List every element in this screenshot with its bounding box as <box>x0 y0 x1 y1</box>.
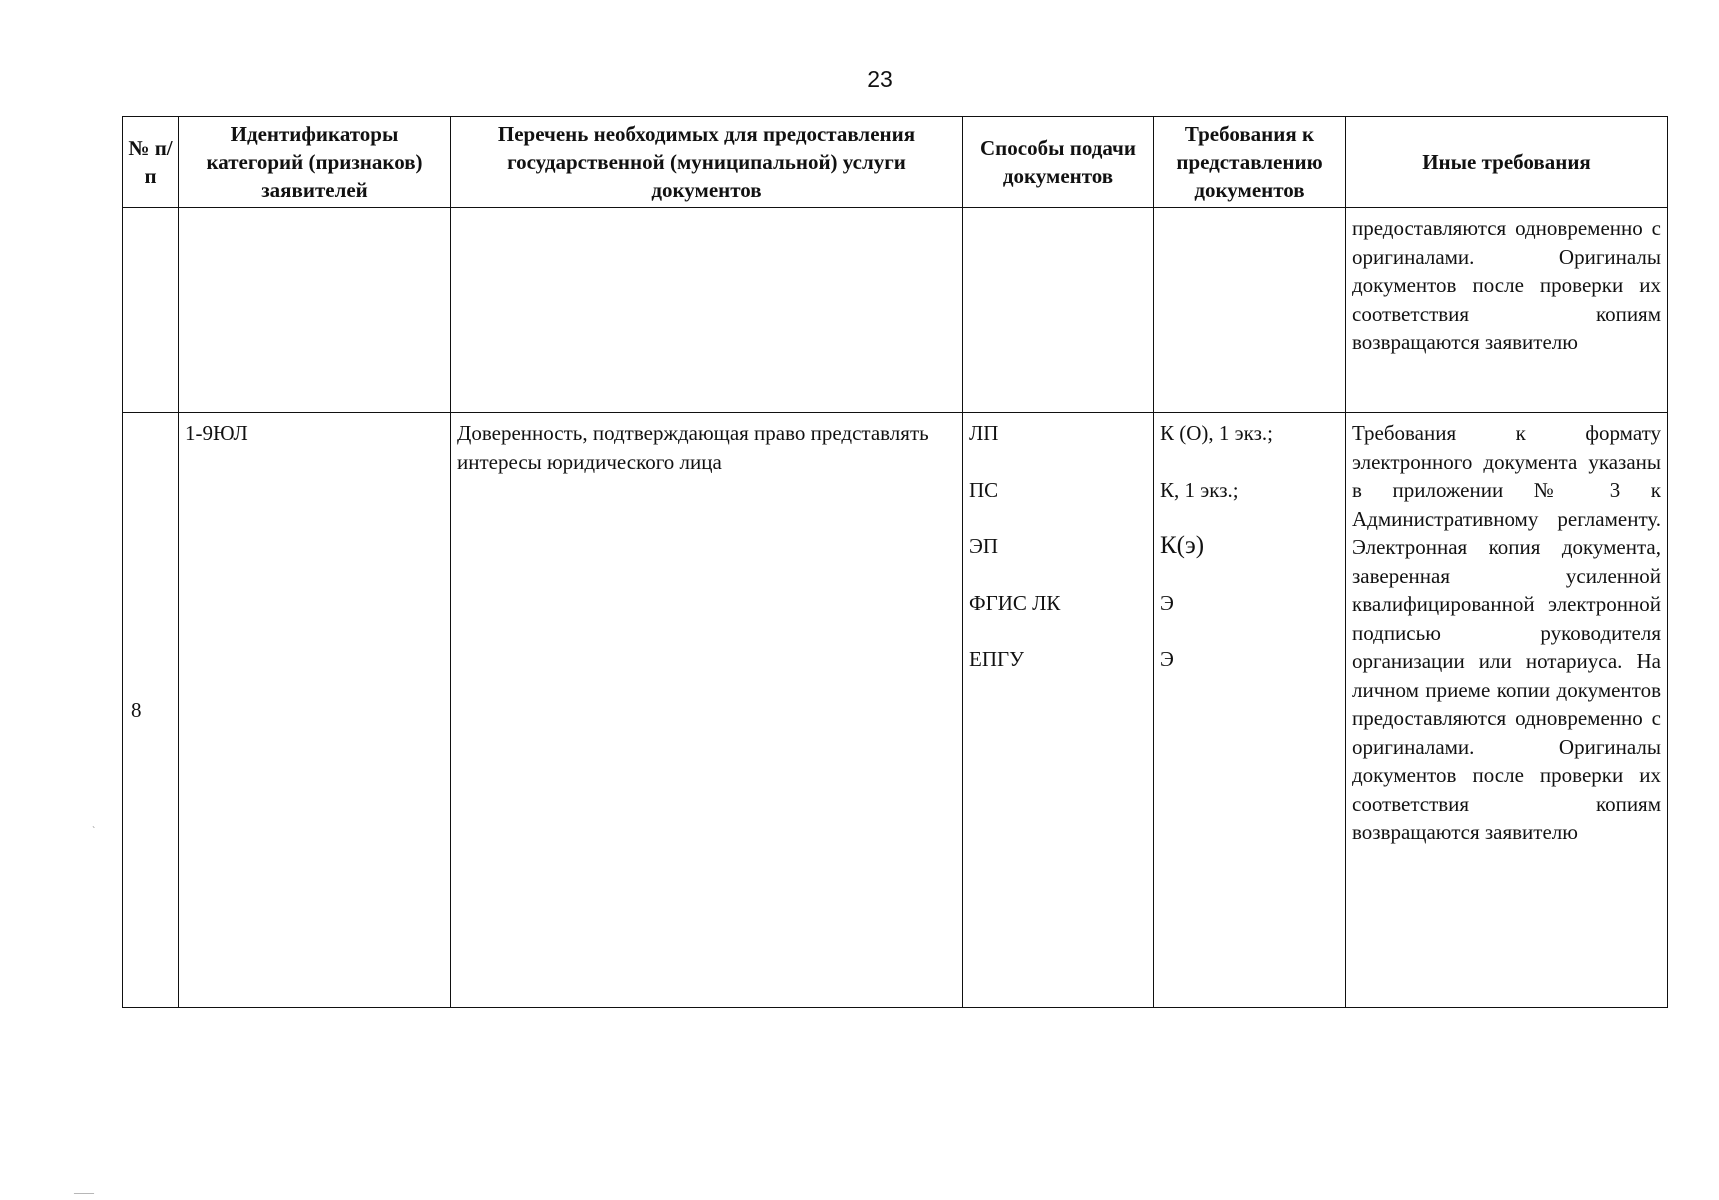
requirement-item: Э <box>1160 647 1174 671</box>
header-other-requirements: Иные требования <box>1346 117 1668 208</box>
cell-requirements <box>1154 413 1346 1008</box>
scan-artifact: —— <box>74 1188 94 1199</box>
methods-list <box>969 419 1147 702</box>
header-number: № п/п <box>123 117 179 208</box>
documents-table <box>122 116 1668 1008</box>
table-header-row <box>123 117 1668 208</box>
method-item: ЕПГУ <box>969 647 1025 671</box>
page-number: 23 <box>867 66 893 92</box>
cell-other-requirements: предоставляются одновременно с оригиналами. Оригиналы документов после проверки их соответствия копиям возвращаются заявителю <box>1346 208 1668 413</box>
header-submission-methods: Способы подачи документов <box>963 117 1154 208</box>
cell-other-requirements: Требования к формату электронного документа указаны в приложении № 3 к Административному регламенту. Электронная копия документа, заверенная усиленной квалифицированной электронной подписью руководителя организации или нотариуса. На личном приеме копии документов предоставляются одновременно с оригиналами. Оригиналы документов после проверки их соответствия копиям возвращаются заявителю <box>1346 413 1668 1008</box>
requirements-list <box>1160 419 1339 702</box>
method-item: ЭП <box>969 534 999 558</box>
cell-empty <box>451 208 963 413</box>
cell-identifier: 1-9ЮЛ <box>179 413 451 1008</box>
header-identifiers: Идентификаторы категорий (признаков) заявителей <box>179 117 451 208</box>
cell-empty <box>123 208 179 413</box>
scan-artifact: ` <box>92 826 96 837</box>
header-documents-list: Перечень необходимых для предоставления государственной (муниципальной) услуги документов <box>451 117 963 208</box>
cell-methods <box>963 413 1154 1008</box>
cell-empty <box>1154 208 1346 413</box>
requirement-item: К, 1 экз.; <box>1160 477 1239 502</box>
cell-document: Доверенность, подтверждающая право представлять интересы юридического лица <box>451 413 963 1008</box>
method-item: ЛП <box>969 421 999 445</box>
requirement-item: К (О), 1 экз.; <box>1160 421 1273 445</box>
table-row-continuation <box>123 208 1668 413</box>
cell-empty <box>179 208 451 413</box>
header-submission-requirements: Требования к представлению документов <box>1154 117 1346 208</box>
method-item: ФГИС ЛК <box>969 590 1061 615</box>
cell-empty <box>963 208 1154 413</box>
method-item: ПС <box>969 477 999 502</box>
requirement-item: К(э) <box>1160 532 1205 559</box>
table-row <box>123 413 1668 1008</box>
requirement-item: Э <box>1160 590 1174 615</box>
cell-row-number: 8 <box>123 413 179 1008</box>
